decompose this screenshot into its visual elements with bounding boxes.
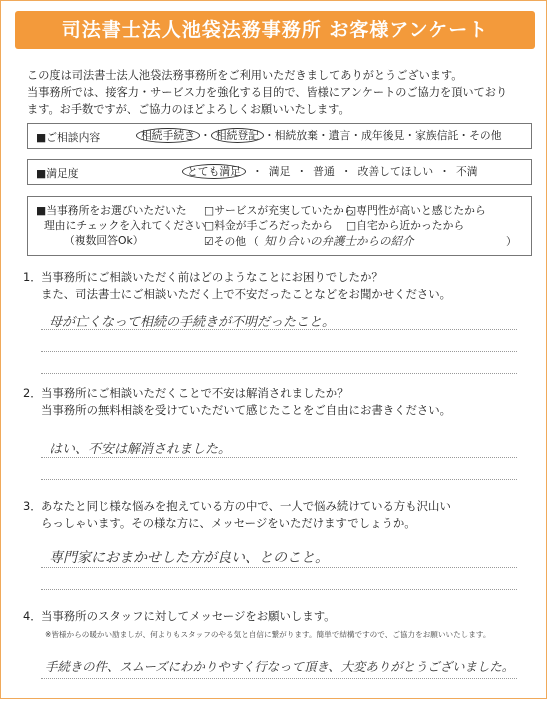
question-text: あなたと同じ様な悩みを抱えている方の中で、一人で悩み続けている方も沢山い	[41, 499, 451, 513]
question-4-note: ※皆様からの暖かい励ましが、何よりもスタッフのやる気と自信に繋がります。簡単で結構ですので、ご協力をお願いいたします。	[45, 630, 491, 639]
reason-label: 理由にチェックを入れてください	[44, 219, 206, 232]
consult-label: ■ご相談内容	[36, 131, 101, 144]
question-text: 当事務所にご相談いただくことで不安は解消されましたか？	[41, 386, 349, 400]
satisfaction-option-satisfied[interactable]: 満足	[268, 165, 291, 178]
reason-other-paren-open: （	[248, 235, 259, 248]
intro-line: ます。お手数ですが、ご協力のほどよろしくお願いいたします。	[27, 103, 350, 116]
satisfaction-box	[27, 159, 532, 185]
reason-other-paren-close: ）	[506, 235, 517, 248]
satisfaction-option-unsatisfied[interactable]: 不満	[455, 165, 478, 178]
satisfaction-options: とても満足 ・ 満足 ・ 普通 ・ 改善してほしい ・ 不満	[182, 164, 478, 179]
question-3	[23, 498, 451, 532]
reason-option-service[interactable]: □サービスが充実していたから	[204, 204, 355, 217]
reason-label: （複数回答Ok）	[64, 234, 144, 247]
reason-option-near[interactable]: □自宅から近かったから	[346, 219, 465, 232]
consult-options: 相続手続き ・ 相続登記 ・相続放棄・遺言・成年後見・家族信託・その他	[136, 128, 502, 143]
answer-line	[41, 589, 517, 590]
question-number: 3．	[23, 499, 42, 513]
question-text: また、司法書士にご相談いただく上で不安だったことなどをお聞かせください。	[41, 287, 452, 301]
answer-line	[41, 457, 517, 458]
answer-line	[41, 479, 517, 480]
answer-line	[41, 678, 517, 679]
reason-box	[27, 196, 532, 256]
satisfaction-option-improve[interactable]: 改善してほしい	[357, 165, 434, 178]
question-text: らっしゃいます。その様な方に、メッセージをいただけますでしょうか。	[41, 516, 416, 530]
question-number: 2．	[23, 386, 42, 400]
question-1	[23, 269, 452, 303]
satisfaction-option-normal[interactable]: 普通	[313, 165, 335, 178]
reason-label: ■当事務所をお選びいただいた	[36, 204, 187, 217]
question-text: 当事務所のスタッフに対してメッセージをお願いします。	[41, 609, 336, 623]
intro-line: 当事務所では、接客力・サービス力を強化する目的で、皆様にアンケートのご協力を頂いており	[27, 86, 508, 99]
reason-other-answer: 知り合いの弁護士からの紹介	[264, 234, 414, 248]
answer-4: 手続きの件、スムーズにわかりやすく行なって頂き、大変ありがとうございました。	[45, 659, 515, 674]
consult-option-rest: ・相続放棄・遺言・成年後見・家族信託・その他	[263, 129, 502, 142]
satisfaction-option-very-satisfied[interactable]: とても満足	[182, 164, 246, 179]
reason-option-fee[interactable]: □料金が手ごろだったから	[204, 219, 333, 232]
satisfaction-label: ■満足度	[36, 167, 79, 180]
answer-3: 専門家におまかせした方が良い、とのこと。	[49, 550, 329, 566]
question-2	[23, 385, 452, 419]
answer-line	[41, 567, 517, 568]
question-text: 当事務所の無料相談を受けていただいて感じたことをご自由にお書きください。	[41, 403, 452, 417]
answer-2: はい、不安は解消されました。	[49, 442, 232, 457]
reason-option-other[interactable]: ☑その他	[204, 235, 247, 248]
reason-option-expert[interactable]: □専門性が高いと感じたから	[346, 204, 486, 217]
question-number: 1．	[23, 270, 42, 284]
question-text: 当事務所にご相談いただく前はどのようなことにお困りでしたか？	[41, 270, 383, 284]
answer-line	[41, 351, 517, 352]
consult-box	[27, 123, 532, 149]
answer-line	[41, 329, 517, 330]
consult-option-souzoku-tetsuzuki[interactable]: 相続手続き	[136, 128, 200, 143]
consult-option-souzoku-touki[interactable]: 相続登記	[211, 128, 264, 143]
page-title: 司法書士法人池袋法務事務所 お客様アンケート	[15, 11, 535, 49]
question-4	[23, 608, 336, 625]
answer-1: 母が亡くなって相続の手続きが不明だったこと。	[49, 315, 336, 330]
intro-line: この度は司法書士法人池袋法務事務所をご利用いただきましてありがとうございます。	[27, 69, 463, 82]
intro-text	[27, 67, 532, 118]
answer-line	[41, 373, 517, 374]
question-number: 4．	[23, 609, 42, 623]
